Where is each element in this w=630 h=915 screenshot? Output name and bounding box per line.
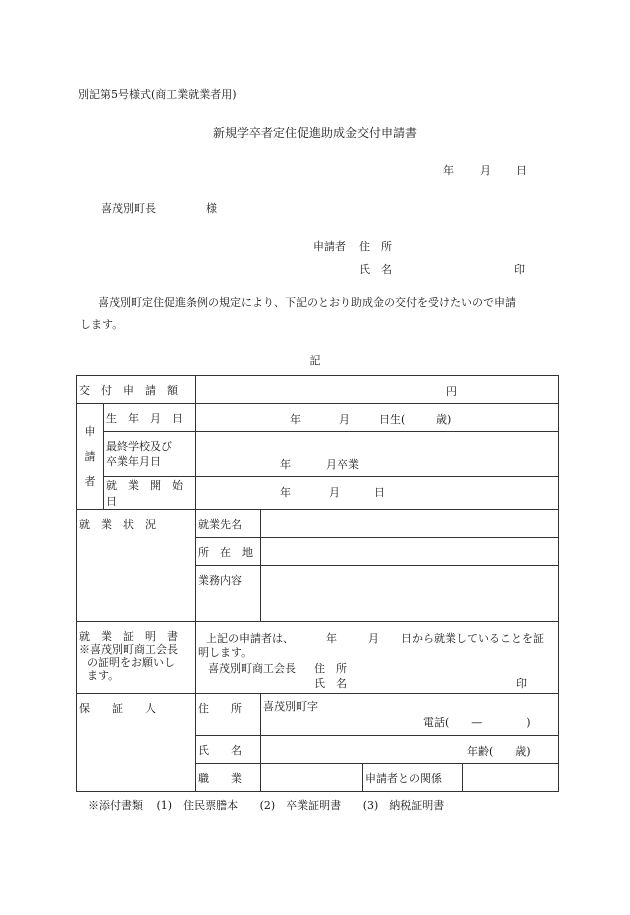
- attachment-item-3: (3) 納税証明書: [362, 799, 445, 812]
- attachment-item-1: (1) 住民票謄本: [156, 799, 239, 812]
- statement-text: [80, 292, 560, 336]
- employment-start-row: [77, 477, 559, 510]
- attachment-item-2: (2) 卒業証明書: [259, 799, 342, 812]
- employment-status-label: 就 業 状 況: [77, 510, 196, 622]
- guarantor-address-row: [77, 694, 559, 736]
- certificate-note-3: ます。: [87, 669, 120, 682]
- duties-label: 業務内容: [196, 566, 261, 622]
- employment-start-label: 就 業 開 始 日: [104, 477, 196, 510]
- certificate-label: 就 業 証 明 書: [79, 630, 178, 643]
- school-label: 最終学校及び 卒業年月日: [104, 432, 196, 477]
- attachments-label: ※添付書類: [88, 799, 143, 812]
- date-year-label: 年: [443, 164, 454, 177]
- birth-field[interactable]: 年 月 日生( 歳): [196, 404, 559, 432]
- location-label: 所 在 地: [196, 538, 261, 566]
- location-field[interactable]: [261, 538, 559, 566]
- guarantor-relation-field[interactable]: [463, 764, 559, 792]
- attachments-note: [88, 797, 444, 813]
- employment-start-field[interactable]: 年 月 日: [196, 477, 559, 510]
- workplace-row: [77, 510, 559, 538]
- guarantor-address-field[interactable]: 喜茂別町字 電話( — ): [261, 694, 559, 736]
- application-form-table: [76, 375, 559, 792]
- guarantor-address-label: 住 所: [196, 694, 261, 736]
- birth-label: 生 年 月 日: [104, 404, 196, 432]
- date-month-label: 月: [480, 164, 491, 177]
- applicant-vertical-label: 申 請 者: [77, 404, 104, 510]
- applicant-address-label: 住 所: [359, 240, 392, 253]
- amount-field[interactable]: [196, 376, 559, 404]
- birth-row: [77, 404, 559, 432]
- honorific: 様: [206, 202, 217, 215]
- amount-label: 交 付 申 請 額: [77, 376, 196, 404]
- school-row: [77, 432, 559, 477]
- school-field[interactable]: 年 月卒業: [196, 432, 559, 477]
- guarantor-name-label: 氏 名: [196, 736, 261, 764]
- statement-line-1: 喜茂別町定住促進条例の規定により、下記のとおり助成金の交付を受けたいので申請: [98, 296, 516, 309]
- certificate-text-cell[interactable]: 上記の申請者は、 年 月 日から就業していることを証 明します。 喜茂別町商工会長 住 所 氏 名 印: [196, 622, 559, 694]
- statement-line-2: します。: [80, 318, 124, 331]
- form-number-label: 別記第5号様式(商工業就業者用): [78, 88, 237, 101]
- guarantor-job-field[interactable]: [261, 764, 363, 792]
- certificate-row: [77, 622, 559, 694]
- guarantor-name-field[interactable]: 年齢( 歳): [261, 736, 559, 764]
- guarantor-job-label: 職 業: [196, 764, 261, 792]
- date-day-label: 日: [516, 164, 527, 177]
- applicant-seal: 印: [514, 263, 525, 276]
- certificate-label-cell: [77, 622, 196, 694]
- amount-row: [77, 376, 559, 404]
- ki-heading: 記: [309, 354, 321, 367]
- amount-unit: 円: [446, 385, 457, 398]
- addressee: 喜茂別町長: [101, 202, 156, 215]
- applicant-name-label: 氏 名: [359, 263, 392, 276]
- workplace-field[interactable]: [261, 510, 559, 538]
- certificate-note-1: ※喜茂別町商工会長: [79, 643, 178, 656]
- document-title: 新規学卒者定住促進助成金交付申請書: [212, 126, 417, 140]
- guarantor-label: 保 証 人: [77, 694, 196, 792]
- certificate-note-2: の証明をお願いし: [87, 656, 175, 669]
- guarantor-relation-label: 申請者との関係: [363, 764, 463, 792]
- workplace-label: 就業先名: [196, 510, 261, 538]
- applicant-label: 申請者: [313, 240, 346, 253]
- duties-field[interactable]: [261, 566, 559, 622]
